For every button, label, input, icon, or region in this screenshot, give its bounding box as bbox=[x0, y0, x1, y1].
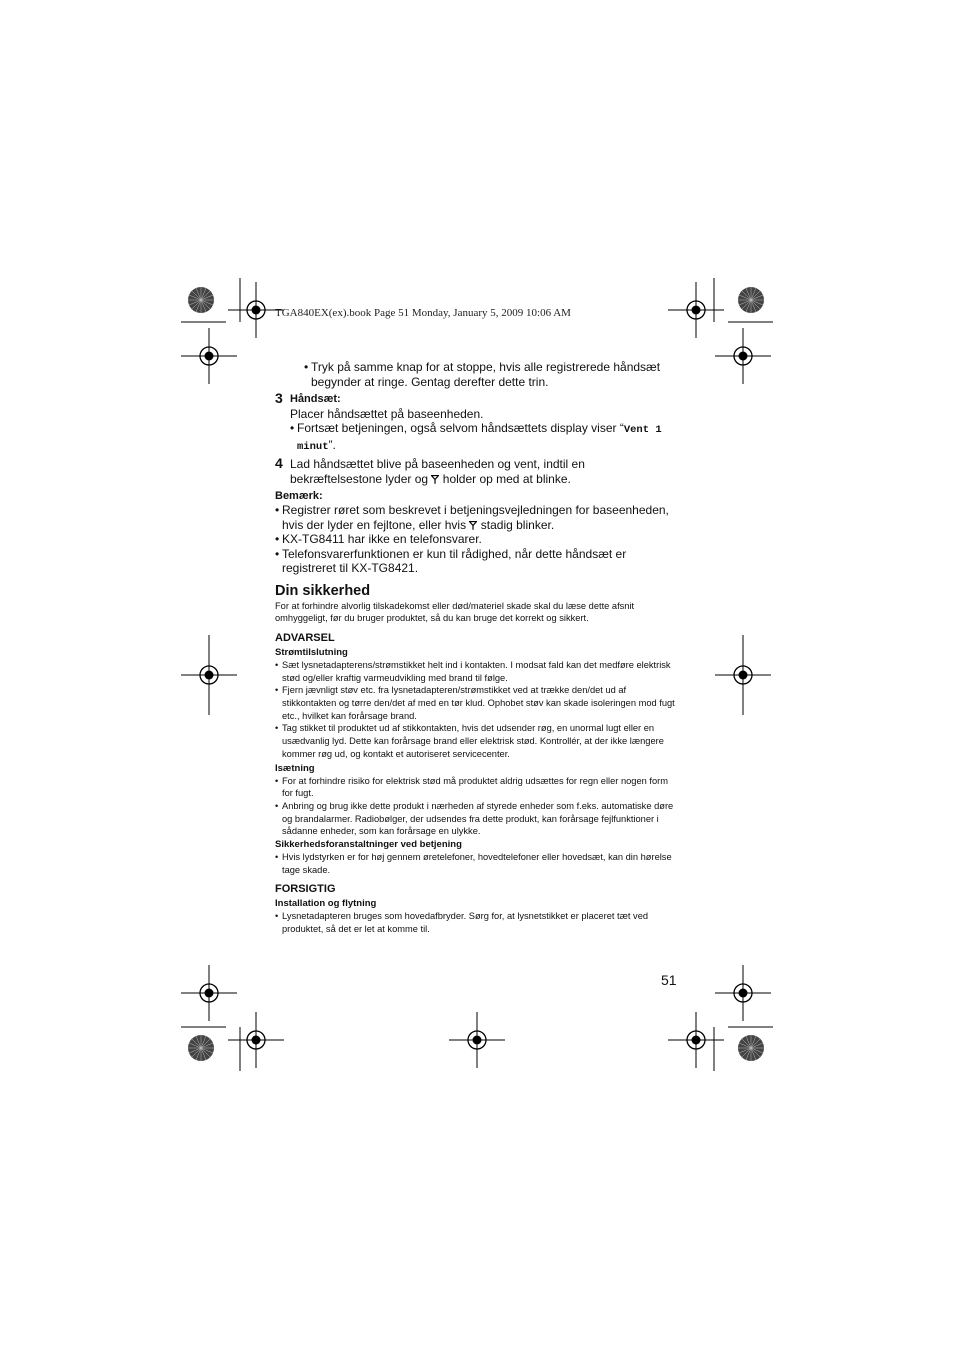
note-item: • KX-TG8411 har ikke en telefonsvarer. bbox=[275, 532, 680, 547]
step-3 bbox=[275, 392, 680, 454]
note-item bbox=[275, 503, 680, 532]
note-text-end: stadig blinker. bbox=[480, 517, 555, 532]
caution-title: FORSIGTIG bbox=[275, 883, 336, 896]
subsection-title: Isætning bbox=[275, 762, 315, 774]
subsection-title: Installation og flytning bbox=[275, 898, 377, 910]
step-text: Lad håndsættet blive på baseenheden og vent, indtil en bekræftelsestone lyder og bbox=[290, 457, 585, 486]
step-title: Håndsæt: bbox=[290, 393, 341, 405]
warning-title: ADVARSEL bbox=[275, 631, 335, 644]
subsection-title: Sikkerhedsforanstaltninger ved betjening bbox=[275, 839, 462, 851]
list-item: • Sæt lysnetadapterens/strømstikket helt ind i kontakten. I modsat fald kan det medføre elektrisk stød og/eller kraftig varmeudvikling med brand til følge. bbox=[275, 659, 680, 684]
list-item: • Fjern jævnligt støv etc. fra lysnetadapteren/strømstikket ved at trække den/det ud af stikkontakten og tørre den/det af med en tør klud. Ophobet støv kan skade isoleringen mod fugt etc., hvilket kan forårsage brand. bbox=[275, 684, 680, 722]
book-header: TGA840EX(ex).book Page 51 Monday, January 5, 2009 10:06 AM bbox=[275, 307, 571, 319]
note-title: Bemærk: bbox=[275, 490, 323, 502]
list-item: • Tag stikket til produktet ud af stikkontakten, hvis det udsender røg, en unormal lugt eller en usædvanlig lyd. Dette kan forårsage brand eller elektrisk stød. Kontrollér, at der ikke længere kommer røg ud, og kontakt et autoriseret servicecenter. bbox=[275, 722, 680, 760]
antenna-icon bbox=[469, 521, 477, 530]
list-item: • Hvis lydstyrken er for høj gennem øretelefoner, hovedtelefoner eller hovedsæt, kan din hørelse tage skade. bbox=[275, 851, 680, 876]
note-text: Registrer røret som beskrevet i betjeningsvejledningen for baseenheden, hvis der lyder en fejltone, eller hvis bbox=[282, 503, 669, 532]
list-item: • For at forhindre risiko for elektrisk stød må produktet aldrig udsættes for regn eller nogen form for fugt. bbox=[275, 775, 680, 800]
step-number: 3 bbox=[275, 390, 283, 406]
note-item: • Telefonsvarerfunktionen er kun til rådighed, når dette håndsæt er registreret til KX-TG8421. bbox=[275, 547, 680, 576]
step-4 bbox=[275, 457, 680, 486]
list-item: • Lysnetadapteren bruges som hovedafbryder. Sørg for, at lysnetstikket er placeret tæt ved produktet, så det er let at komme til. bbox=[275, 910, 680, 935]
antenna-icon bbox=[431, 475, 439, 484]
subsection-title: Strømtilslutning bbox=[275, 646, 348, 658]
step-bullet-text: Fortsæt betjeningen, også selvom håndsættets display viser “ bbox=[297, 421, 624, 435]
step-bullet bbox=[290, 421, 680, 454]
list-item: • Anbring og brug ikke dette produkt i nærheden af styrede enheder som f.eks. automatiske døre og brandalarmer. Radiobølger, der udsendes fra dette produkt, kan forårsage fejlfunktioner i sådanne enheder, som kan forårsage en ulykke. bbox=[275, 800, 680, 838]
page-content bbox=[275, 360, 680, 936]
display-text: Vent 1 minut bbox=[297, 424, 662, 453]
step-text-end: holder op med at blinke. bbox=[442, 471, 571, 486]
step-number: 4 bbox=[275, 455, 283, 471]
step-line: Placer håndsættet på baseenheden. bbox=[290, 406, 484, 421]
section-title: Din sikkerhed bbox=[275, 582, 371, 599]
intro-bullet: • Tryk på samme knap for at stoppe, hvis alle registrerede håndsæt begynder at ringe. Gentag derefter dette trin. bbox=[304, 360, 680, 389]
safety-intro: For at forhindre alvorlig tilskadekomst eller død/materiel skade skal du læse dette afsnit omhyggeligt, før du bruger produktet, så du kan bruge det korrekt og sikkert. bbox=[275, 600, 635, 624]
step-bullet-end: ”. bbox=[328, 437, 336, 452]
page-number: 51 bbox=[661, 972, 677, 988]
